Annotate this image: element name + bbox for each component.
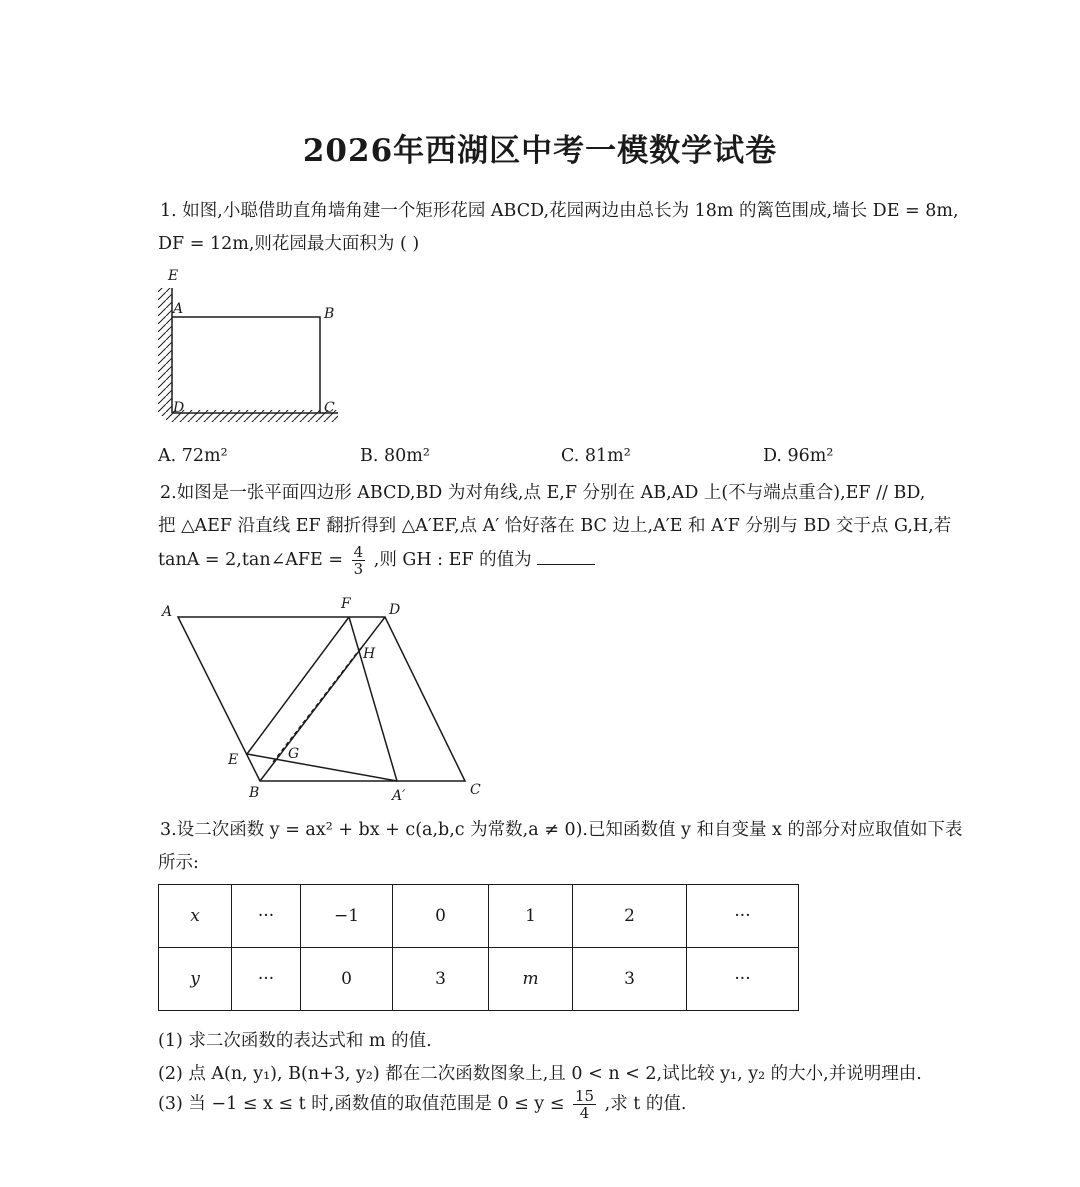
table-cell: 2 — [573, 885, 687, 948]
q1-label-d: D — [173, 400, 185, 416]
q1-label-e: E — [168, 268, 179, 284]
q2-fraction — [352, 544, 366, 577]
q2-label-g: G — [288, 746, 300, 762]
table-cell: 3 — [393, 948, 489, 1011]
q1-wall-hatch-horizontal — [166, 410, 338, 422]
table-cell: y — [159, 948, 232, 1011]
q3-sub1: (1) 求二次函数的表达式和 m 的值. — [158, 1031, 432, 1051]
table-cell: x — [159, 885, 232, 948]
q2-label-a: A — [162, 604, 173, 620]
q1-figure — [150, 260, 350, 430]
q2-fraction-denominator: 3 — [353, 560, 364, 578]
q2-text-line2: 把 △AEF 沿直线 EF 翻折得到 △A′EF,点 A′ 恰好落在 BC 边上,A′E 和 A′F 分别与 BD 交于点 G,H,若 — [158, 516, 952, 536]
q3-sub3-b: ,求 t 的值. — [604, 1094, 687, 1114]
q2-diagonal-bd — [260, 617, 385, 781]
table-row-x — [159, 885, 799, 948]
table-cell: 1 — [489, 885, 573, 948]
table-row-y — [159, 948, 799, 1011]
q3-fraction-numerator: 15 — [575, 1087, 595, 1105]
table-cell: ··· — [232, 885, 301, 948]
table-cell: ··· — [687, 885, 799, 948]
q2-answer-blank — [537, 548, 595, 565]
q3-sub3-a: (3) 当 −1 ≤ x ≤ t 时,函数值的取值范围是 0 ≤ y ≤ — [158, 1094, 565, 1114]
table-cell: ··· — [232, 948, 301, 1011]
q1-option-c: C. 81m² — [561, 446, 631, 466]
q2-label-h: H — [363, 646, 376, 662]
q1-label-c: C — [324, 400, 335, 416]
q2-label-c: C — [470, 782, 481, 798]
q2-text-line3 — [158, 544, 595, 577]
page-title: 2026年西湖区中考一模数学试卷 — [302, 133, 778, 169]
q3-fraction-denominator: 4 — [579, 1104, 590, 1122]
q1-text-line2: DF = 12m,则花园最大面积为 ( ) — [158, 234, 420, 254]
q1-rectangle-abcd — [172, 317, 320, 413]
table-cell: ··· — [687, 948, 799, 1011]
q2-label-b: B — [249, 785, 260, 801]
q1-option-b: B. 80m² — [360, 446, 430, 466]
q2-label-f: F — [341, 596, 351, 612]
q1-option-a: A. 72m² — [158, 446, 228, 466]
q2-text-line3-a: tanA = 2,tan∠AFE = — [158, 550, 344, 570]
table-cell: −1 — [301, 885, 393, 948]
q2-label-d: D — [389, 602, 401, 618]
q3-fraction — [573, 1088, 596, 1121]
table-cell: 0 — [393, 885, 489, 948]
q2-segment-a2f — [349, 617, 397, 781]
q3-sub3 — [158, 1088, 686, 1121]
q2-text-line3-b: ,则 GH : EF 的值为 — [373, 550, 532, 570]
q1-text-line1: 1. 如图,小聪借助直角墙角建一个矩形花园 ABCD,花园两边由总长为 18m 的篱笆围成,墙长 DE = 8m, — [160, 201, 959, 221]
table-cell: 3 — [573, 948, 687, 1011]
q2-text-line1: 2.如图是一张平面四边形 ABCD,BD 为对角线,点 E,F 分别在 AB,AD 上(不与端点重合),EF // BD, — [160, 483, 926, 503]
q1-label-b: B — [324, 306, 335, 322]
q2-fraction-numerator: 4 — [353, 543, 364, 561]
q3-text-line1: 3.设二次函数 y = ax² + bx + c(a,b,c 为常数,a ≠ 0).已知函数值 y 和自变量 x 的部分对应取值如下表 — [160, 820, 963, 840]
q3-text-line2: 所示: — [158, 853, 199, 873]
q2-label-e: E — [228, 752, 239, 768]
q1-option-d: D. 96m² — [763, 446, 834, 466]
q3-sub2: (2) 点 A(n, y₁), B(n+3, y₂) 都在二次函数图象上,且 0 < n < 2,试比较 y₁, y₂ 的大小,并说明理由. — [158, 1064, 922, 1084]
value-table — [158, 884, 799, 1011]
q1-label-a: A — [173, 301, 184, 317]
q2-label-a-prime: A′ — [392, 788, 406, 804]
q1-wall-hatch-vertical — [158, 288, 172, 416]
q2-figure — [150, 590, 500, 805]
table-cell: m — [489, 948, 573, 1011]
table-cell: 0 — [301, 948, 393, 1011]
